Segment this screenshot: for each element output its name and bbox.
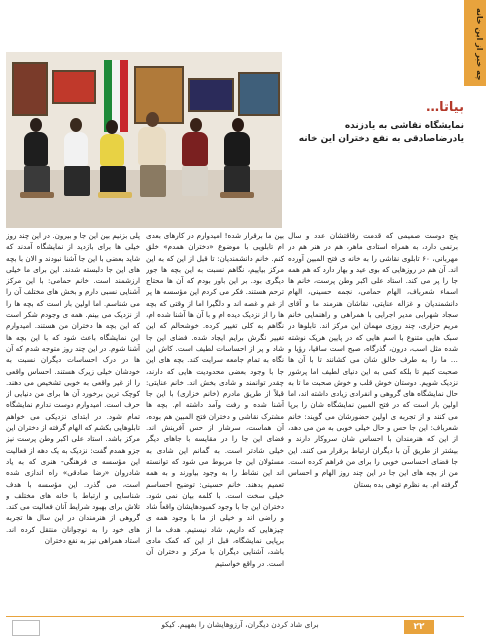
person-body <box>182 132 208 166</box>
article-subtitle: نمایشگاه نقاشی به یادزنده یادرضاصادقی به نفع دختران این خانه <box>298 121 464 144</box>
person-head <box>30 118 42 132</box>
page-number: ۲۲ <box>404 620 434 634</box>
person-head <box>146 112 159 127</box>
person-legs <box>140 165 166 197</box>
chair <box>220 192 254 198</box>
magazine-logo <box>12 620 40 636</box>
article-photo <box>6 52 282 228</box>
chair <box>98 192 132 198</box>
person-legs <box>64 166 90 196</box>
painting <box>188 78 234 112</box>
article-column-3 <box>6 230 140 612</box>
painting <box>12 62 48 116</box>
section-label: چه خبر از این خانه <box>475 7 484 81</box>
person-body <box>138 127 166 165</box>
person-legs <box>182 166 208 196</box>
person-head <box>70 118 82 132</box>
article-title: بیاتا… <box>426 100 464 115</box>
person-body <box>224 132 250 166</box>
painting <box>134 66 184 124</box>
footer-rule <box>6 616 464 617</box>
person-body <box>64 132 88 166</box>
person-body <box>100 134 124 166</box>
article-column-2 <box>146 230 284 612</box>
flag <box>120 60 128 132</box>
footer-text: برای شاد کردن دیگران، آرزوهایشان را بفهیم. کیکو <box>161 620 319 629</box>
painting <box>238 72 280 116</box>
person-head <box>106 120 118 134</box>
chair <box>20 192 54 198</box>
person-head <box>190 118 202 132</box>
column-text: پلی بزنیم بین این جا و بیرون. در این چند روز خیلی ها برای بازدید از نمایشگاه آمدند که شاید بعضی با این جا آشنا نبودند و الان با بچه های این جا دلبسته شدند. این برای ما خیلی ارزشمند است. خانم حمامی: با این مرکز آشنایی نسبی دارم و بخش های مختلف آن را می شناسم. اما اولین بار است که بچه ها را از نزدیک می بینم. همه ی وجودم شکر است که این بچه ها دختران من هستند. امیدوارم این نمایشگاه باعث شود که با این بچه ها آشنا شوم. در این چند روز متوجه شدم که آن ها در درک احساسات دیگران نسبت به خودشان خیلی زیرک هستند. احساس واقعی را از غیر واقعی به خوبی تشخیص می دهند. کوچک ترین برخورد آن ها برای من دنیایی از حرف است. امیدوارم دوست ندارم نمایشگاه تمام شود. در ابتدای نزدیکی می خواهم تابلوهایی بکشم که الهام گرفته از دختران این مرکز باشد. استاد علی اکبر وطن پرست نیز جزو همدم گفت: نزدیک به یک دهه از فعالیت این مؤسسه ی فرهنگی- هنری که به یاد شادروان «رضا صادقی» راه اندازی شده است، می گذرد. این مؤسسه با هدف شناسایی و ارتباط با خانه های مختلف و تلاش برای بهبود شرایط آنان فعالیت می کند. گروهی از هنرمندان در این سال ها تجربه های خود را به نوجوانان منتقل کرده اند. استاد همراهی نیز به نفع دختران <box>6 231 140 546</box>
painting <box>52 70 96 104</box>
person-head <box>232 118 244 132</box>
column-text: پنج دوست صمیمی که قدمت رفاقتشان عدد و سال برنمی دارد، به همراه استادی ماهر، هم در هنر هم در مهربانی، ۶۰ تابلوی نقاشی را به خانه ی فتح المبین آورده اند. آن هم در روزهایی که بوی عید و بهار دارد که هم همه جا را پر می کند. استاد علی اکبر وطن پرست، خانم ها اسماء شعرباف، الهام حمامی، نجمه حسینی، الهام دانشمندیان و غزاله عنایتی، نقاشان هنرمند ما و آقای سجاد شهرابی مدیر اجرایی با همراهی و راهنمایی خانم مریم حزاری، چند روزی مهمان این مرکز اند. تابلوها در سبک هایی متنوع با اسم هایی که در پایین هریک نوشته شده مثل اسب، درون، گذرگاه، صبح است ساقیا، رؤیا و … ما را به طرف خالق شان می کشانند تا با آن ها صحبت کنیم تا بلکه کمی به این دنیای لطیف اما پرشور نزدیک شویم. دوستان خوش قلب و خوش صحبت ما تا به حال نمایشگاه های گروهی و انفرادی زیادی داشته اند، اما اولین بار است که در فتح المبین نمایشگاه شان را برپا می کنند و از تجربه ی اولین حضورشان می گویند: خانم شعرباف: این جا حس و حال خیلی خوبی به من می دهد، از این که هنرمندان با احساس شان سروکار دارند و بیشتر از طریق آن با دیگران ارتباط برقرار می کنند. این جا فضای احساسی خوبی را برای من فراهم کرده است. من از بچه های این جا در این چند روز الهام و احساس گرفته ام. به نظرم توهی بده بستان <box>288 231 458 489</box>
article-column-1 <box>288 230 458 612</box>
column-text: بین ما برقرار شده! امیدوارم در کارهای بعدی ام تابلویی با موضوع «دختران همدم» خلق کنم. خانم دانشمندیان: تا قبل از این که به این مرکز بیاییم، نگاهم نسبت به این بچه ها جور دیگری بود. بر این باور بودم که آن ها محتاج ترحم هستند. فکر می کردم این مؤسسه ها پر از غم و غصه اند و دلگیرا اما از وقتی که بچه ها را از نزدیک دیده ام و با آن ها آشنا شده ام، نگاهم به کلی تغییر کرده. خوشحالم که این تغییر نگرش برایم ایجاد شده. فضای این جا شاد و پر از احساسات لطیف است. کاش این نگاه به تمام جامعه سرایت کند. بچه های این جا با وجود بعضی محدودیت هایی که دارند، چقدر توانمند و شادی بخش اند. خانم عنایتی: قبلاً از طریق مادرم (خانم خزاری) با این جا آشنا شده و رفت وآمد داشته ام. بچه ها مشترک نقاشی و دختران فتح المبین هم بوده، آن هماست، سرشار از حس آفرینش اند. فضای این جا را در مقایسه با جاهای دیگر خیلی شادتر است. به گمانم این شادی به مسئولان این جا مربوط می شود که توانسته اند این نشاط را به وجود بیاورند و به همه تعمیم بدهند. خانم حسینی: توضیح احساسم خیلی سخت است. با کلمه بیان نمی شود. دختران این جا با وجود کمبودهایشان واقعاً شاد و راضی اند و خیلی از ما با وجود همه ی چیزهایی که داریم، شاد نیستیم. هدف ما از برپایی نمایشگاه، قبل از این که کمک مادی باشد، آشنایی دیگران با مرکز و دختران آن است. در واقع خواستیم <box>146 231 284 568</box>
person-body <box>24 132 48 166</box>
